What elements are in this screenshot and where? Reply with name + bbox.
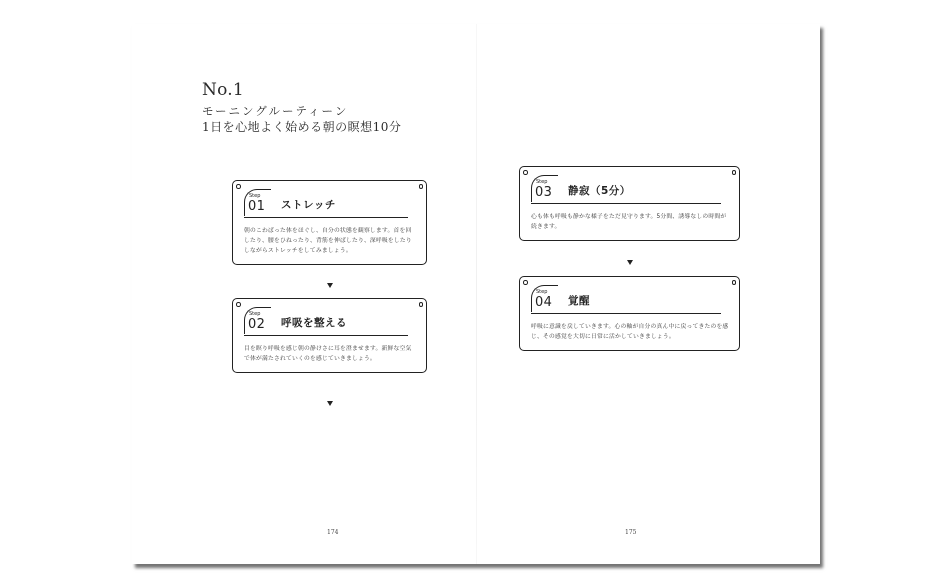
section-heading xyxy=(202,80,401,135)
step-label: Step xyxy=(536,289,548,295)
step-card-02 xyxy=(232,298,427,373)
step-card-03 xyxy=(519,166,740,241)
page-number-right: 175 xyxy=(625,529,637,536)
step-title: 静寂（5分） xyxy=(568,185,631,197)
corner-dot-icon xyxy=(523,280,528,285)
corner-dot-icon xyxy=(419,184,424,189)
step-number: 03 xyxy=(535,185,553,200)
page-number-left: 174 xyxy=(327,529,339,536)
step-title: ストレッチ xyxy=(281,199,336,211)
corner-dot-icon xyxy=(236,302,241,307)
step-header xyxy=(244,189,408,218)
step-badge xyxy=(531,285,558,312)
book-spread xyxy=(132,24,820,564)
step-body: 目を瞑り呼吸を感じ朝の静けさに耳を澄ませます。新鮮な空気で体が満たされていくのを感じていきましょう。 xyxy=(244,346,412,362)
step-badge xyxy=(244,189,271,216)
step-label: Step xyxy=(536,179,548,185)
step-badge xyxy=(244,307,271,334)
step-header xyxy=(244,307,408,336)
down-arrow-icon xyxy=(327,283,333,288)
step-body: 朝のこわばった体をほぐし、自分の状態を観察します。首を回したり、腰をひねったり、背筋を伸ばしたり、深呼吸をしたりしながらストレッチをしてみましょう。 xyxy=(244,228,412,254)
step-title: 覚醒 xyxy=(568,295,590,307)
step-card-04 xyxy=(519,276,740,351)
step-body: 心も体も呼吸も静かな様子をただ見守ります。5分間、誘導なしの時間が続きます。 xyxy=(531,214,727,230)
corner-dot-icon xyxy=(419,302,424,307)
corner-dot-icon xyxy=(236,184,241,189)
section-subtitle: モーニングルーティーン xyxy=(202,104,349,118)
gutter xyxy=(476,24,477,564)
step-label: Step xyxy=(249,193,261,199)
corner-dot-icon xyxy=(523,170,528,175)
step-header xyxy=(531,285,721,314)
down-arrow-icon xyxy=(327,401,333,406)
section-title: 1日を心地よく始める朝の瞑想10分 xyxy=(202,120,402,134)
section-number: No.1 xyxy=(202,80,244,100)
step-card-01 xyxy=(232,180,427,265)
step-label: Step xyxy=(249,311,261,317)
step-number: 04 xyxy=(535,295,553,310)
step-number: 02 xyxy=(248,317,266,332)
step-body: 呼吸に意識を戻していきます。心の軸が自分の真ん中に戻ってきたのを感じ、その感覚を大切に日常に活かしていきましょう。 xyxy=(531,324,729,340)
step-title: 呼吸を整える xyxy=(281,317,347,329)
corner-dot-icon xyxy=(732,280,737,285)
step-badge xyxy=(531,175,558,202)
step-header xyxy=(531,175,721,204)
step-number: 01 xyxy=(248,199,266,214)
down-arrow-icon xyxy=(627,260,633,265)
corner-dot-icon xyxy=(732,170,737,175)
